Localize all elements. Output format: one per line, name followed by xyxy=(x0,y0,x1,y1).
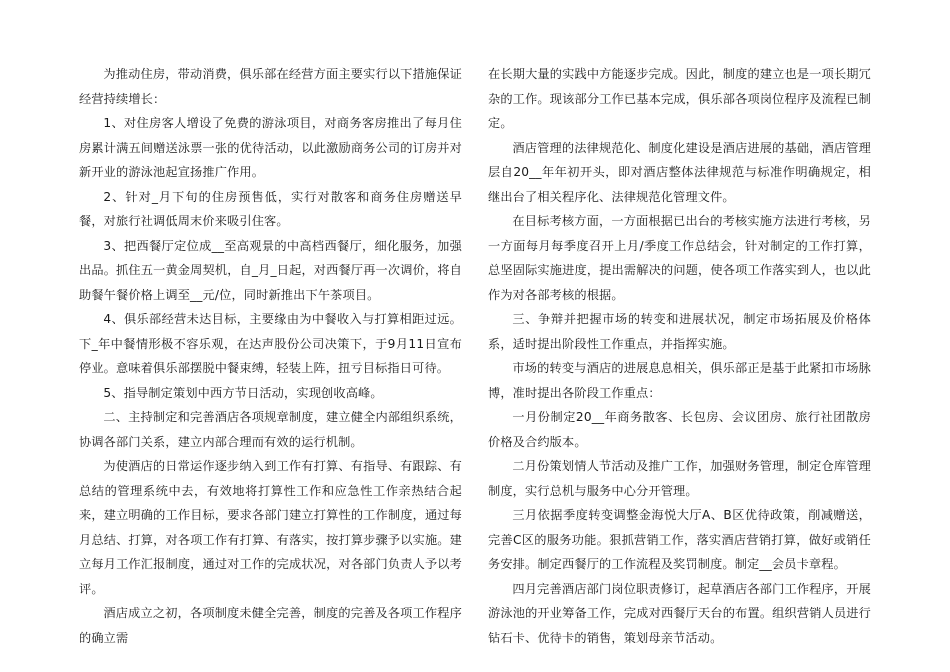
paragraph: 酒店管理的法律规范化、制度化建设是酒店进展的基础，酒店管理层自20__年年初开头，即对酒店整体法律规范与标准作明确规定，相继出台了相关程序化、法律规范化管理文件。 xyxy=(488,140,871,204)
paragraph: 为推动住房，带动消费，俱乐部在经营方面主要实行以下措施保证经营持续增长： xyxy=(79,67,462,106)
paragraph: 酒店成立之初，各项制度未健全完善，制度的完善及各项工作程序的确立需 xyxy=(79,606,462,645)
paragraph: 5、指导制定策划中西方节日活动，实现创收高峰。 xyxy=(103,385,383,400)
paragraph: 4、俱乐部经营未达目标，主要缘由为中餐收入与打算相距过远。下_年中餐情形极不容乐观，在达声股份公司决策下，于9月11日宣布停业。意味着俱乐部摆脱中餐束缚，轻装上阵，扭亏目标指日可待。 xyxy=(79,312,462,375)
continuation-paragraph: 在长期大量的实践中方能逐步完成。因此，制度的建立也是一项长期冗杂的工作。现该部分工作已基本完成，俱乐部各项岗位程序及流程已制定。 xyxy=(488,67,871,130)
section-heading-paragraph: 二、主持制定和完善酒店各项规章制度，建立健全内部组织系统，协调各部门关系，建立内部合理而有效的运行机制。 xyxy=(79,410,462,449)
paragraph: 二月份策划情人节活动及推广工作，加强财务管理，制定仓库管理制度，实行总机与服务中心分开管理。 xyxy=(488,459,871,498)
paragraph: 1、对住房客人增设了免费的游泳项目，对商务客房推出了每月住房累计满五间赠送泳票一张的优待活动，以此激励商务公司的订房并对新开业的游泳池起宣扬推广作用。 xyxy=(79,116,462,179)
paragraph: 为使酒店的日常运作逐步纳入到工作有打算、有指导、有跟踪、有总结的管理系统中去，有效地将打算性工作和应急性工作亲热结合起来，建立明确的工作目标，要求各部门建立打算性的工作制度，通过每月总结、打算，对各项工作有打算、有落实，按打算步骤予以实施。建立每月工作汇报制度，通过对工作的完成状况，对各部门负责人予以考评。 xyxy=(79,459,462,596)
right-text-column xyxy=(488,62,871,650)
paragraph: 三月依据季度转变调整金海悦大厅A、B区优待政策，削减赠送，完善C区的服务功能。狠抓营销工作，落实酒店营销打算，做好或销任务安排。制定西餐厅的工作流程及奖罚制度。制定__会员卡章程。 xyxy=(488,508,871,571)
paragraph: 一月份制定20__年商务散客、长包房、会议团房、旅行社团散房价格及合约版本。 xyxy=(488,410,871,449)
section-heading-paragraph: 三、争辩并把握市场的转变和进展状况，制定市场拓展及价格体系，适时提出阶段性工作重点，并指挥实施。 xyxy=(488,312,871,351)
paragraph: 3、把西餐厅定位成__至高观景的中高档西餐厅，细化服务，加强出品。抓住五一黄金周契机，自_月_日起，对西餐厅再一次调价，将自助餐午餐价格上调至__元/位，同时新推出下午茶项目。 xyxy=(79,238,462,302)
left-text-column xyxy=(79,62,462,650)
paragraph: 市场的转变与酒店的进展息息相关，俱乐部正是基于此紧扣市场脉博，准时提出各阶段工作重点： xyxy=(488,361,871,400)
paragraph: 2、针对_月下旬的住房预售低，实行对散客和商务住房赠送早餐，对旅行社调低周末价来吸引住客。 xyxy=(79,189,462,228)
paragraph: 在目标考核方面，一方面根据已出台的考核实施方法进行考核，另一方面每月每季度召开上月/季度工作总结会，针对制定的工作打算，总坚固际实施进度，提出需解决的问题，使各项工作落实到人，也以此作为对各部考核的根据。 xyxy=(488,214,871,302)
paragraph: 四月完善酒店部门岗位职责修订，起草酒店各部门工作程序，开展游泳池的开业筹备工作，完成对西餐厅天台的布置。组织营销人员进行钻石卡、优待卡的销售，策划母亲节活动。 xyxy=(488,581,871,645)
